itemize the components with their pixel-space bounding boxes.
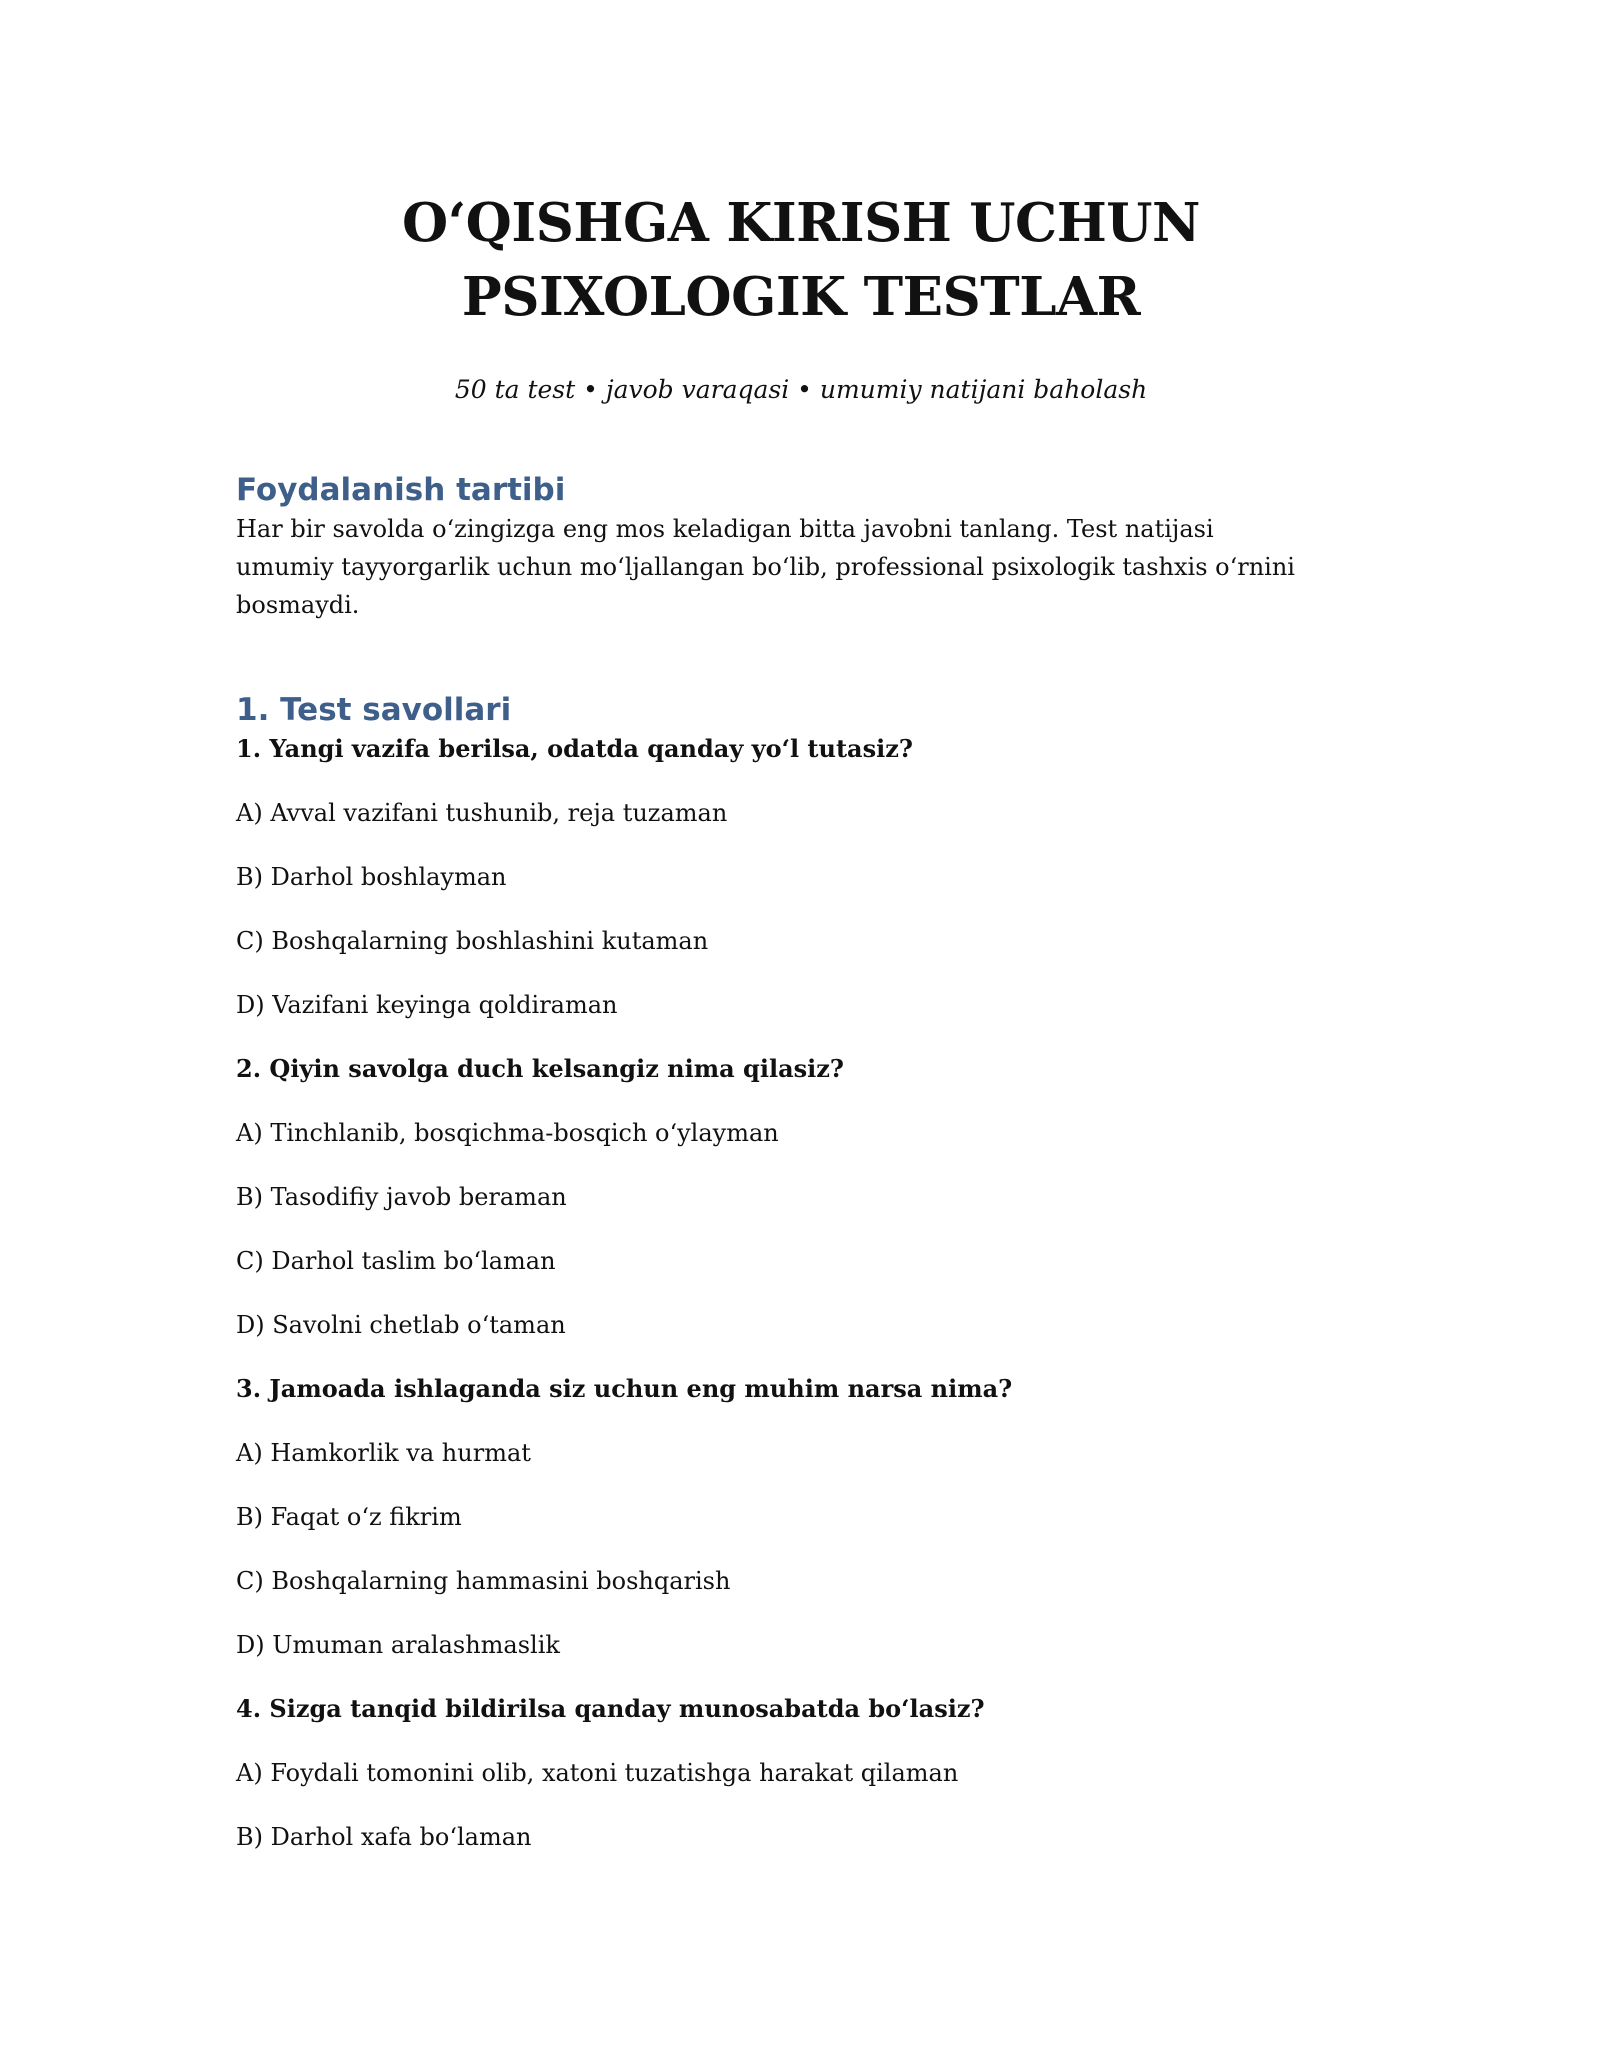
- title-line-2: PSIXOLOGIK TESTLAR: [461, 266, 1141, 328]
- answer-option: C) Boshqalarning boshlashini kutaman: [236, 927, 709, 955]
- answer-option: D) Umuman aralashmaslik: [236, 1631, 560, 1659]
- document-title: [236, 186, 1366, 334]
- answer-option: A) Foydali tomonini olib, xatoni tuzatishga harakat qilaman: [236, 1759, 959, 1787]
- document-subtitle: 50 ta test • javob varaqasi • umumiy natijani baholash: [454, 375, 1148, 404]
- question-4: [236, 1690, 1366, 1856]
- tests-heading: 1. Test savollari: [236, 692, 512, 728]
- question-text: 2. Qiyin savolga duch kelsangiz nima qilasiz?: [236, 1054, 844, 1083]
- answer-option: B) Darhol xafa bo‘laman: [236, 1823, 532, 1851]
- answer-option: B) Faqat o‘z fikrim: [236, 1503, 462, 1531]
- answer-option: B) Darhol boshlayman: [236, 863, 507, 891]
- usage-text: Har bir savolda o‘zingizga eng mos keladigan bitta javobni tanlang. Test natijasi umumiy tayyorgarlik uchun mo‘ljallangan bo‘lib, professional psixologik tashxis o‘rnini bosmaydi.: [236, 515, 1295, 619]
- question-text: 3. Jamoada ishlaganda siz uchun eng muhim narsa nima?: [236, 1374, 1013, 1403]
- answer-option: A) Tinchlanib, bosqichma-bosqich o‘ylayman: [236, 1119, 779, 1147]
- question-2: [236, 1050, 1366, 1344]
- answer-option: D) Vazifani keyinga qoldiraman: [236, 991, 618, 1019]
- document-page: [236, 186, 1366, 1882]
- answer-option: A) Avval vazifani tushunib, reja tuzaman: [236, 799, 728, 827]
- usage-heading: Foydalanish tartibi: [236, 472, 566, 508]
- answer-option: B) Tasodifiy javob beraman: [236, 1183, 567, 1211]
- answer-option: D) Savolni chetlab o‘taman: [236, 1311, 566, 1339]
- question-text: 1. Yangi vazifa berilsa, odatda qanday yo‘l tutasiz?: [236, 734, 913, 763]
- question-1: [236, 730, 1366, 1024]
- question-3: [236, 1370, 1366, 1664]
- title-line-1: O‘QISHGA KIRISH UCHUN: [402, 192, 1200, 254]
- answer-option: C) Boshqalarning hammasini boshqarish: [236, 1567, 731, 1595]
- answer-option: A) Hamkorlik va hurmat: [236, 1439, 531, 1467]
- answer-option: C) Darhol taslim bo‘laman: [236, 1247, 556, 1275]
- question-text: 4. Sizga tanqid bildirilsa qanday munosabatda bo‘lasiz?: [236, 1694, 985, 1723]
